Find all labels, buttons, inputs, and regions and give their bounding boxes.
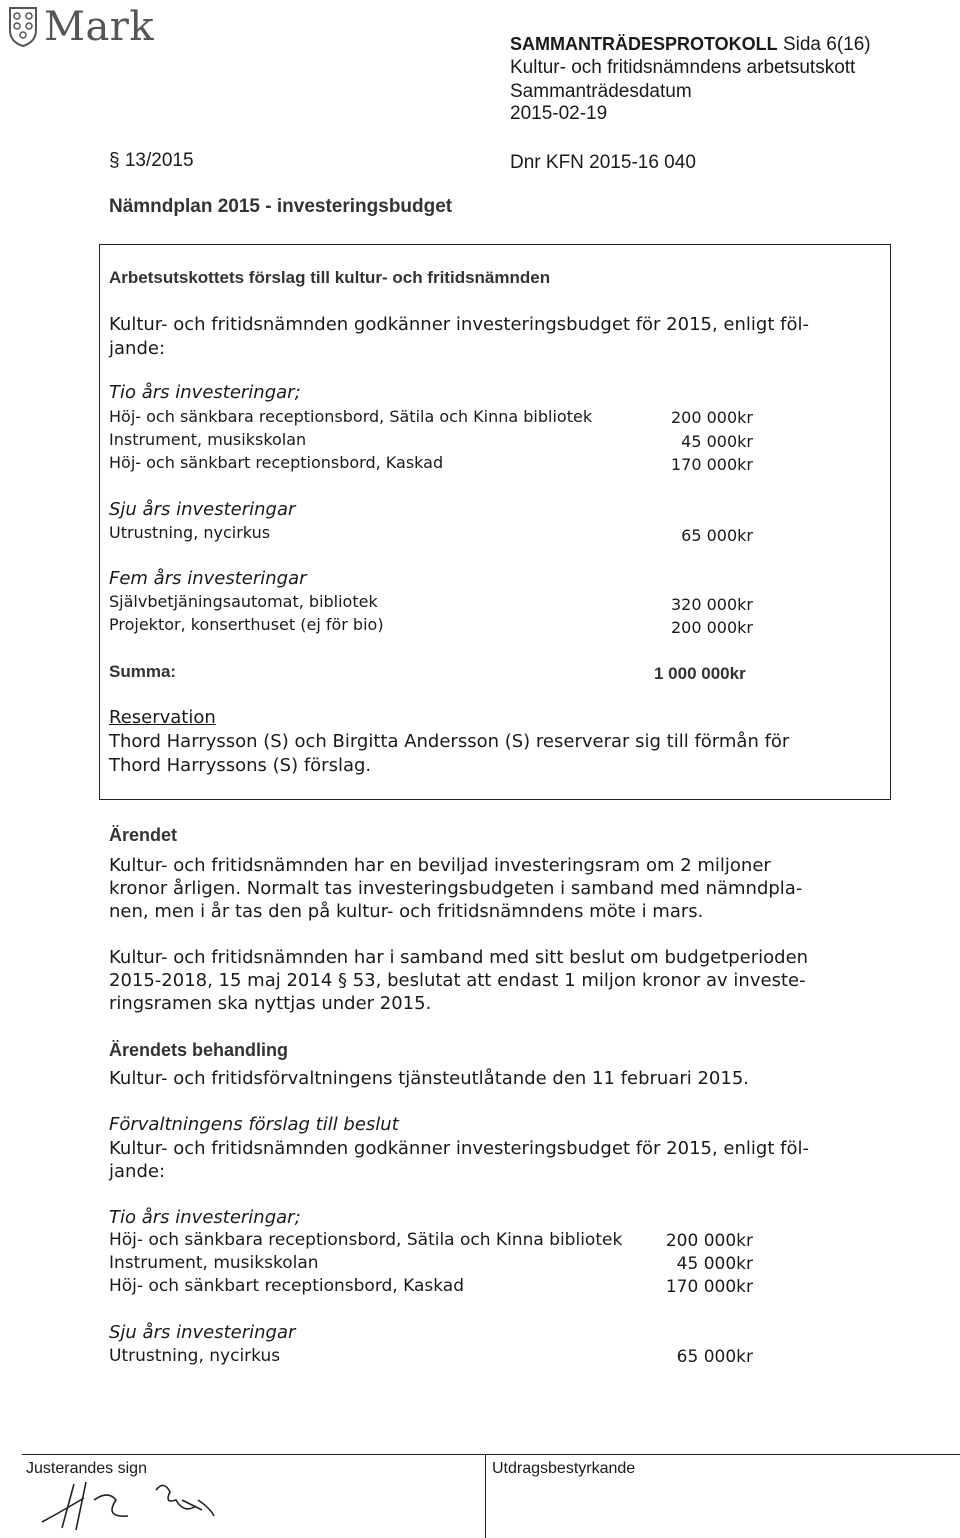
seven-year-item-amount: 65 000kr <box>681 526 753 545</box>
forvaltning-ten-year-item-amount: 45 000kr <box>676 1254 753 1274</box>
forvaltning-ten-year-item-label: Höj- och sänkbart receptionsbord, Kaskad <box>109 1276 464 1296</box>
behandling-heading: Ärendets behandling <box>109 1040 289 1060</box>
forvaltning-ten-year-item-label: Höj- och sänkbara receptionsbord, Sätila och Kinna bibliotek <box>109 1230 623 1250</box>
proposal-intro-line-2: jande: <box>109 338 166 359</box>
ten-year-item-amount: 170 000kr <box>670 455 753 474</box>
ten-year-item-amount: 45 000kr <box>681 432 753 451</box>
ten-year-item-label: Höj- och sänkbara receptionsbord, Sätila och Kinna bibliotek <box>109 407 593 426</box>
municipality-logo <box>8 4 154 50</box>
case-title: Nämndplan 2015 - investeringsbudget <box>109 196 453 217</box>
five-year-item-amount: 320 000kr <box>670 595 753 614</box>
meeting-date-label: Sammanträdesdatum <box>510 81 692 102</box>
five-year-item-amount: 200 000kr <box>670 618 753 637</box>
forvaltning-seven-year-item-amount: 65 000kr <box>676 1347 753 1367</box>
sum-amount: 1 000 000kr <box>654 664 746 683</box>
ten-year-item-label: Höj- och sänkbart receptionsbord, Kaskad <box>109 453 444 472</box>
forvaltning-heading: Förvaltningens förslag till beslut <box>109 1114 399 1135</box>
reservation-line-1: Thord Harrysson (S) och Birgitta Andersson (S) reserverar sig till förmån för <box>109 731 790 752</box>
case-number: Dnr KFN 2015-16 040 <box>510 152 696 173</box>
paragraph-number: § 13/2015 <box>109 150 194 171</box>
reservation-line-2: Thord Harryssons (S) förslag. <box>109 755 372 776</box>
arendet-heading: Ärendet <box>109 825 178 845</box>
forvaltning-ten-year-heading: Tio års investeringar; <box>109 1207 301 1228</box>
municipality-name: Mark <box>44 4 155 50</box>
proposal-heading: Arbetsutskottets förslag till kultur- och fritidsnämnden <box>109 268 551 287</box>
reservation-heading: Reservation <box>109 707 216 728</box>
meeting-date: 2015-02-19 <box>510 103 608 124</box>
forvaltning-ten-year-item-label: Instrument, musikskolan <box>109 1253 319 1273</box>
page-number: Sida 6(16) <box>782 34 871 55</box>
sum-label: Summa: <box>109 662 177 681</box>
arendet-p2-line-3: ringsramen ska nyttjas under 2015. <box>109 993 432 1014</box>
signature-label: Justerandes sign <box>26 1460 147 1477</box>
forvaltning-intro-line-2: jande: <box>109 1161 166 1182</box>
seven-year-item-label: Utrustning, nycirkus <box>109 523 271 542</box>
five-year-item-label: Självbetjäningsautomat, bibliotek <box>109 592 378 611</box>
forvaltning-ten-year-item-amount: 170 000kr <box>665 1277 753 1297</box>
committee-name: Kultur- och fritidsnämndens arbetsutskott <box>510 57 856 78</box>
arendet-p1-line-3: nen, men i år tas den på kultur- och fritidsnämndens möte i mars. <box>109 901 704 922</box>
arendet-p2-line-1: Kultur- och fritidsnämnden har i samband med sitt beslut om budgetperioden <box>109 947 809 968</box>
protocol-title-line <box>510 35 871 54</box>
forvaltning-intro-line-1: Kultur- och fritidsnämnden godkänner investeringsbudget för 2015, enligt föl- <box>109 1138 809 1159</box>
handwritten-initials-signature <box>34 1470 224 1534</box>
protocol-title: SAMMANTRÄDESPROTOKOLL <box>510 34 778 54</box>
arendet-p1-line-2: kronor årligen. Normalt tas investeringsbudgeten i samband med nämndpla- <box>109 878 803 899</box>
arendet-p1-line-1: Kultur- och fritidsnämnden har en beviljad investeringsram om 2 miljoner <box>109 855 771 876</box>
footer-rule <box>22 1454 960 1455</box>
proposal-intro-line-1: Kultur- och fritidsnämnden godkänner investeringsbudget för 2015, enligt föl- <box>109 314 809 335</box>
forvaltning-ten-year-item-amount: 200 000kr <box>665 1231 753 1251</box>
extract-certification-label: Utdragsbestyrkande <box>492 1460 636 1477</box>
ten-year-heading: Tio års investeringar; <box>109 382 301 403</box>
behandling-text: Kultur- och fritidsförvaltningens tjänsteutlåtande den 11 februari 2015. <box>109 1068 750 1089</box>
forvaltning-seven-year-heading: Sju års investeringar <box>109 1322 296 1343</box>
ten-year-item-label: Instrument, musikskolan <box>109 430 307 449</box>
footer-divider <box>485 1454 486 1538</box>
ten-year-item-amount: 200 000kr <box>670 408 753 427</box>
seven-year-heading: Sju års investeringar <box>109 499 296 520</box>
five-year-item-label: Projektor, konserthuset (ej för bio) <box>109 615 384 634</box>
forvaltning-seven-year-item-label: Utrustning, nycirkus <box>109 1346 281 1366</box>
municipal-coat-of-arms-icon <box>8 6 38 48</box>
arendet-p2-line-2: 2015-2018, 15 maj 2014 § 53, beslutat att endast 1 miljon kronor av investe- <box>109 970 806 991</box>
five-year-heading: Fem års investeringar <box>109 568 307 589</box>
